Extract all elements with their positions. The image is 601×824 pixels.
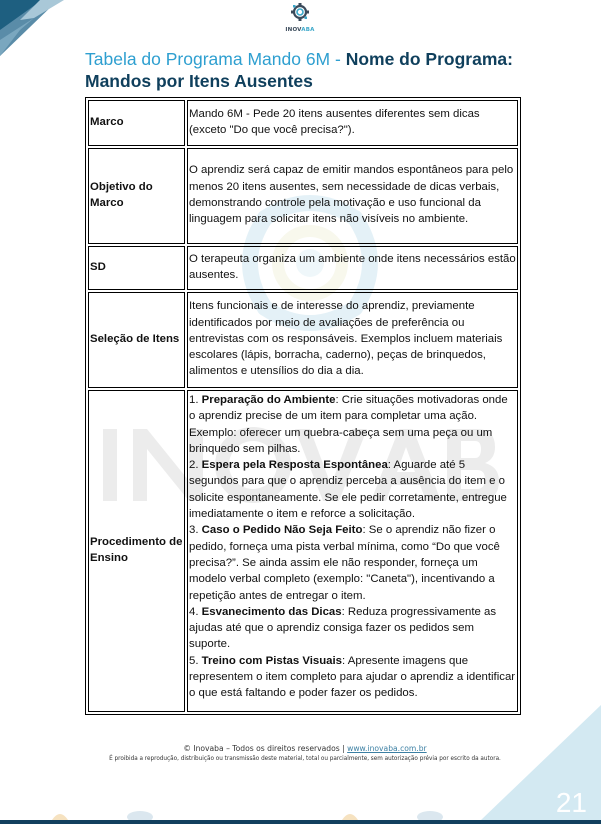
inovaba-logo-icon [289, 2, 311, 22]
row-value: O terapeuta organiza um ambiente onde itens necessários estão ausentes. [187, 246, 518, 290]
footer [80, 744, 530, 764]
title-prefix: Tabela do Programa Mando 6M - [85, 49, 346, 69]
bottom-bar [0, 820, 601, 824]
row-label: Procedimento de Ensino [88, 390, 185, 712]
program-table [85, 97, 521, 715]
row-label: Marco [88, 100, 185, 146]
row-label: SD [88, 246, 185, 290]
row-label: Seleção de Itens [88, 292, 185, 388]
procedure-step: 5. Treino com Pistas Visuais: Apresente imagens que representem o item completo para ajudar o aprendiz a identificar o que está faltando e poder fazer os pedidos. [189, 654, 516, 700]
step-title: Preparação do Ambiente [201, 394, 336, 406]
table-row [88, 148, 518, 244]
table-row [88, 100, 518, 146]
decorative-icon [340, 808, 360, 820]
copyright-line: © Inovaba – Todos os direitos reservados | www.inovaba.com.br [183, 744, 427, 753]
procedure-step: 4. Esvanecimento das Dicas: Reduza progressivamente as ajudas até que o aprendiz consiga fazer os pedidos sem suporte. [189, 605, 497, 651]
row-value-procedure [187, 390, 518, 712]
table-row [88, 292, 518, 388]
page-number: 21 [555, 787, 587, 818]
corner-decoration-top-left [0, 0, 70, 60]
procedure-step: 3. Caso o Pedido Não Seja Feito: Se o aprendiz não fizer o pedido, forneça uma pista verbal mínima, como “Do que você precisa?”. Se ainda assim ele não responder, forneça um modelo verbal completo (exemplo: "Caneta"), incentivando a repetição antes de entregar o item. [189, 524, 500, 602]
row-value: Mando 6M - Pede 20 itens ausentes diferentes sem dicas (exceto "Do que você precisa?"). [187, 100, 518, 146]
decorative-icon [415, 808, 445, 820]
row-value: Itens funcionais e de interesse do aprendiz, previamente identificados por meio de avaliações de preferência ou entrevistas com os responsáveis. Exemplos incluem materiais escolares (lápis, borracha, caderno), peças de brinquedos, alimentos e utensílios do dia a dia. [187, 292, 518, 388]
row-label: Objetivo do Marco [88, 148, 185, 244]
decorative-icon [50, 808, 70, 820]
logo-text: INOVABA [285, 27, 315, 33]
step-title: Esvanecimento das Dicas [201, 605, 342, 618]
website-link[interactable]: www.inovaba.com.br [347, 744, 427, 753]
step-title: Caso o Pedido Não Seja Feito [201, 524, 363, 537]
decorative-icon [125, 808, 155, 820]
header-logo [285, 2, 315, 33]
table-row [88, 246, 518, 290]
step-title: Espera pela Resposta Espontânea [201, 459, 388, 472]
table-row [88, 390, 518, 712]
title-program-name: Nome do Programa: Mandos por Itens Ausentes [85, 49, 513, 91]
page-title [85, 48, 525, 92]
row-value: O aprendiz será capaz de emitir mandos espontâneos para pelo menos 20 itens ausentes, sem necessidade de dicas verbais, demonstrando controle pela motivação e uso funcional da linguagem para solicitar itens não visíveis no ambiente. [187, 148, 518, 244]
procedure-step: 1. Preparação do Ambiente: Crie situações motivadoras onde o aprendiz precise de um item para completar uma ação. Exemplo: oferecer um quebra-cabeça sem uma peça ou um brinquedo sem pilhas. [189, 394, 508, 455]
copyright-notice: É proibida a reprodução, distribuição ou transmissão deste material, total ou parcialmente, sem autorização prévia por escrito da autora. [109, 756, 501, 762]
procedure-step: 2. Espera pela Resposta Espontânea: Aguarde até 5 segundos para que o aprendiz perceba a ausência do item e o solicite espontaneamente. Se ele pedir corretamente, entregue imediatamente o item e reforce a solicitação. [189, 459, 507, 521]
step-title: Treino com Pistas Visuais [201, 654, 343, 667]
